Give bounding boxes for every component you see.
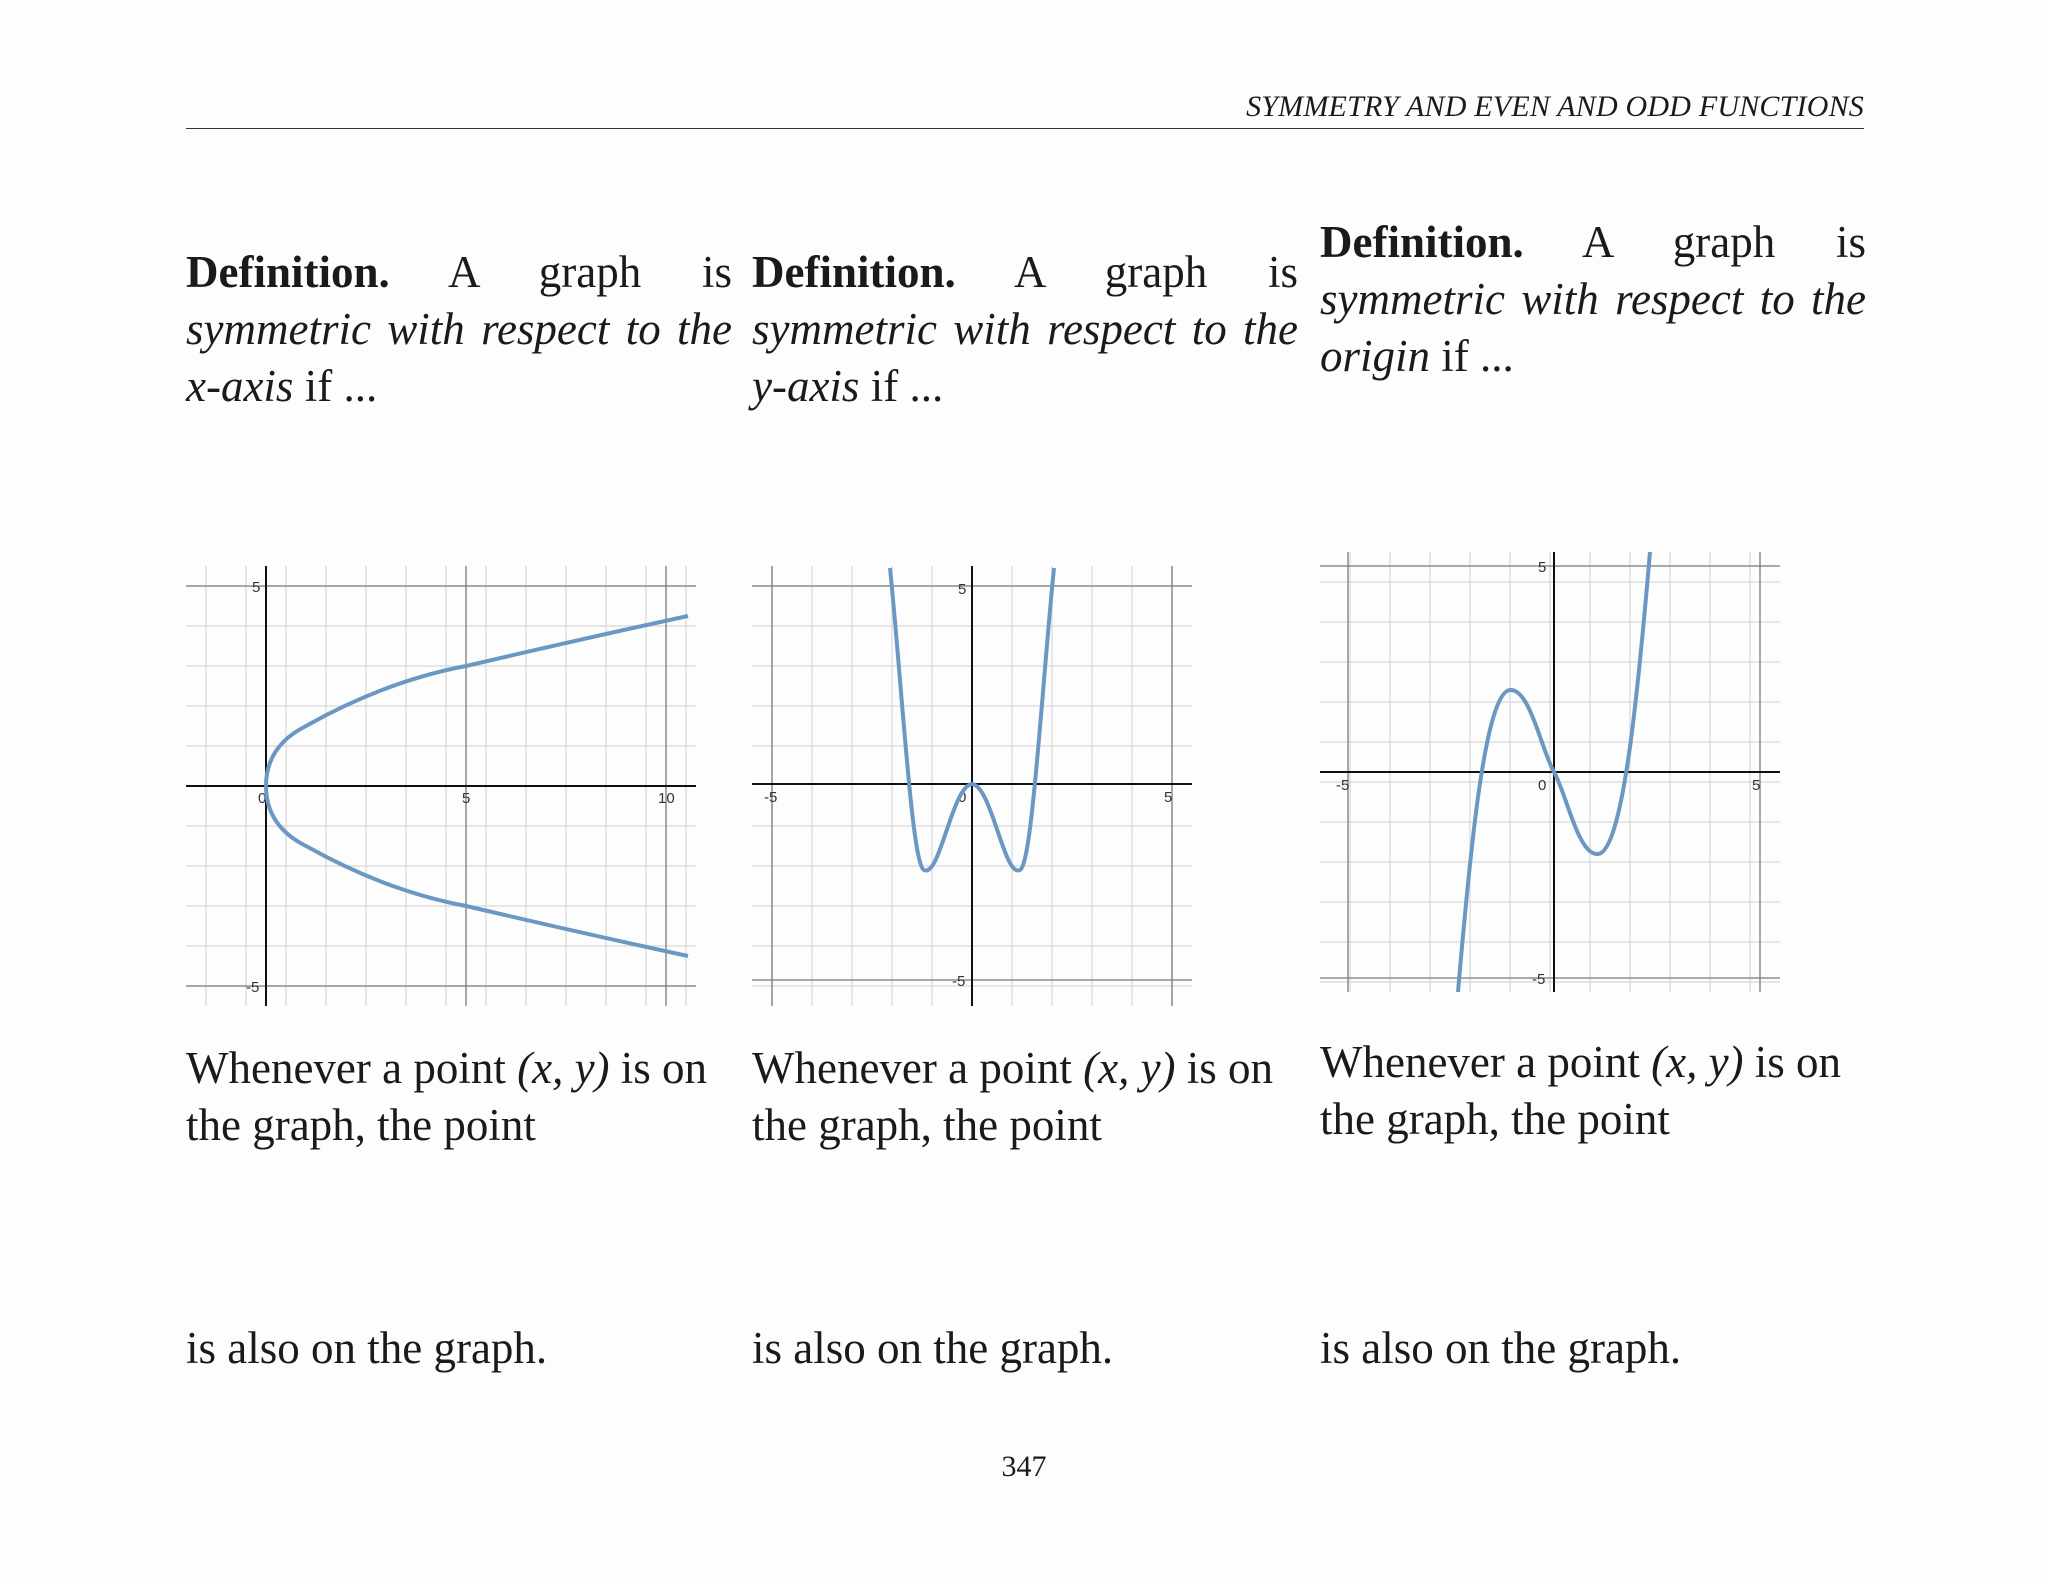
curve-upper-branch [266,616,688,786]
statement-pre: Whenever a point [1320,1037,1640,1087]
definition-post: if ... [870,361,944,411]
definition-pre: A graph is [1582,217,1866,267]
tick-label-x: 5 [1752,777,1761,794]
statement-pre: Whenever a point [186,1043,506,1093]
statement-post: is on the graph, the point [186,1043,708,1150]
statement-post: is on the graph, the point [1320,1037,1842,1144]
definition-lead: Definition. [1320,217,1524,267]
definition [186,244,732,415]
statement-block [186,1040,732,1154]
tick-label-y: 5 [1538,559,1547,576]
tick-label-x: 0 [1538,777,1547,794]
definition-pre: A graph is [1014,247,1298,297]
statement [186,1040,732,1154]
column-y-axis [752,244,1298,415]
definition-lead: Definition. [186,247,390,297]
tick-label-y: -5 [246,979,260,996]
tail-text: is also on the graph. [1320,1323,1682,1373]
tick-label-x: -5 [764,789,778,806]
tick-label-x: 0 [258,790,267,807]
statement [1320,1034,1866,1148]
column-x-axis [186,244,732,415]
curve-lower-branch [266,786,688,956]
graph-x-axis-symmetry [186,566,696,1006]
definition-pre: A graph is [448,247,732,297]
tick-label-y: 5 [252,579,261,596]
tick-label-x: 0 [958,789,967,806]
tick-label-x: 5 [462,790,471,807]
statement [752,1040,1298,1154]
tick-label-y: -5 [952,973,966,990]
definition-post: if ... [304,361,378,411]
graph-origin-symmetry [1320,552,1780,992]
definition [1320,214,1866,385]
tick-label-y: -5 [1532,971,1546,988]
running-header [186,86,1864,129]
statement-block [752,1040,1298,1154]
tick-label-x: -5 [1336,777,1350,794]
statement-point: (x, y) [517,1043,610,1093]
statement-post: is on the graph, the point [752,1043,1274,1150]
tick-label-x: 10 [658,790,675,807]
tick-label-x: 5 [1164,789,1173,806]
tail-text: is also on the graph. [752,1323,1114,1373]
definition-lead: Definition. [752,247,956,297]
definition-post: if ... [1441,331,1514,381]
header-title: SYMMETRY AND EVEN AND ODD FUNCTIONS [1246,90,1864,123]
statement-point: (x, y) [1651,1037,1744,1087]
definition-term: symmetric with respect to the origin [1320,274,1866,381]
statement-block [1320,1034,1866,1148]
statement-point: (x, y) [1083,1043,1176,1093]
tail-text: is also on the graph. [186,1323,548,1373]
definition [752,244,1298,415]
column-origin [1320,214,1866,385]
tick-label-y: 5 [958,581,967,598]
definition-term: symmetric with respect to the y-axis [752,304,1298,411]
definition-term: symmetric with respect to the x-axis [186,304,732,411]
graph-y-axis-symmetry [752,566,1192,1006]
statement-pre: Whenever a point [752,1043,1072,1093]
page-number: 347 [1001,1450,1047,1483]
